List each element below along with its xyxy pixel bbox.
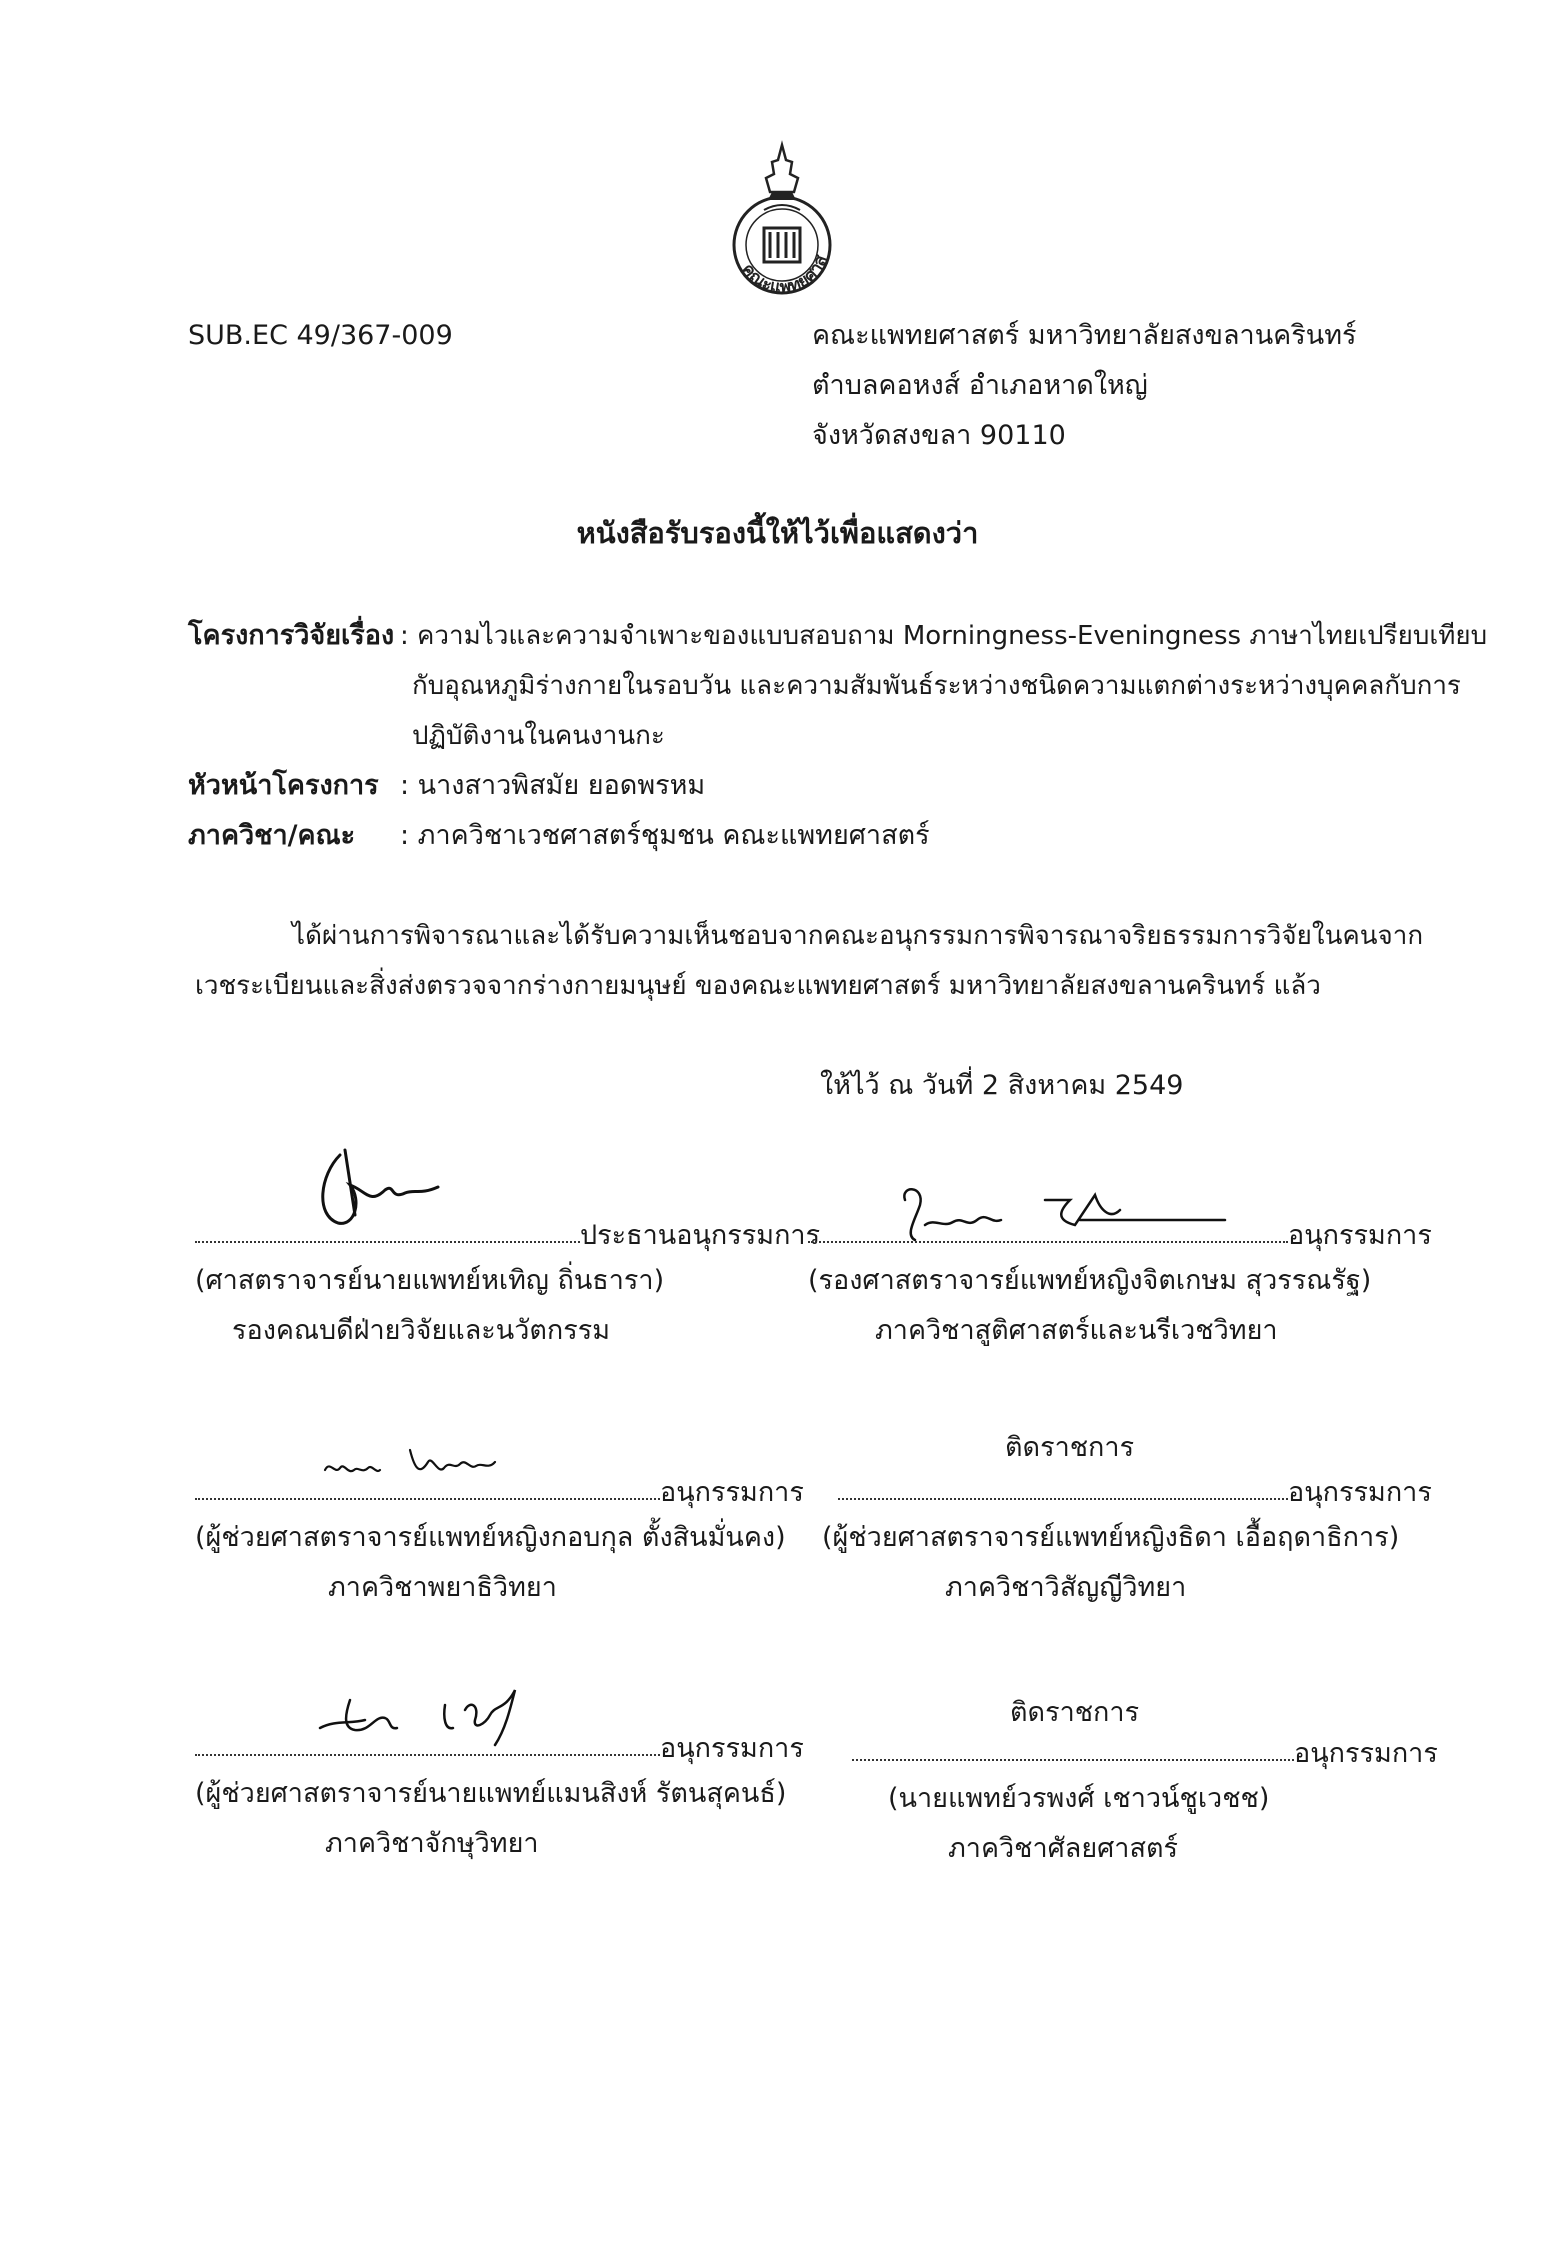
approval-line-2: เวชระเบียนและสิ่งส่งตรวจจากร่างกายมนุษย์ ของคณะแพทยศาสตร์ มหาวิทยาลัยสงขลานครินทร์ แล้ว <box>195 971 1321 1001</box>
role-chairman: ประธานอนุกรรมการ <box>580 1220 821 1251</box>
project-title-label: โครงการวิจัยเรื่อง <box>188 620 395 651</box>
department-label: ภาควิชา/คณะ <box>188 820 356 851</box>
name-kobkul: (ผู้ช่วยศาสตราจารย์แพทย์หญิงกอบกุล ตั้งสินมั่นคง) <box>195 1522 786 1553</box>
role-kobkul: อนุกรรมการ <box>660 1477 804 1508</box>
name-chairman: (ศาสตราจารย์นายแพทย์หเทิญ ถิ่นธารา) <box>195 1265 665 1296</box>
role-worapong: อนุกรรมการ <box>1294 1738 1438 1769</box>
role-thida: อนุกรรมการ <box>1288 1477 1432 1508</box>
address-line-1: คณะแพทยศาสตร์ มหาวิทยาลัยสงขลานครินทร์ <box>812 320 1357 351</box>
signature-line-kobkul <box>195 1472 660 1504</box>
position-chairman: รองคณบดีฝ่ายวิจัยและนวัตกรรม <box>232 1315 611 1346</box>
position-thida: ภาควิชาวิสัญญีวิทยา <box>945 1572 1187 1603</box>
reference-number: SUB.EC 49/367-009 <box>188 320 453 351</box>
signature-line-worapong <box>852 1733 1294 1765</box>
project-title-line-1: : ความไวและความจำเพาะของแบบสอบถาม Morningness-Eveningness ภาษาไทยเปรียบเทียบ <box>400 621 1488 651</box>
signature-line-jitkasem <box>808 1215 1288 1247</box>
address-line-3: จังหวัดสงขลา 90110 <box>812 420 1066 451</box>
role-mansing: อนุกรรมการ <box>660 1733 804 1764</box>
project-leader-value: : นางสาวพิสมัย ยอดพรหม <box>400 770 706 801</box>
faculty-seal-logo <box>712 140 852 300</box>
approval-line-1: ได้ผ่านการพิจารณาและได้รับความเห็นชอบจากคณะอนุกรรมการพิจารณาจริยธรรมการวิจัยในคนจาก <box>292 921 1424 951</box>
document-title: หนังสือรับรองนี้ให้ไว้เพื่อแสดงว่า <box>576 516 979 550</box>
project-title-line-2: กับอุณหภูมิร่างกายในรอบวัน และความสัมพันธ์ระหว่างชนิดความแตกต่างระหว่างบุคคลกับการ <box>412 671 1461 701</box>
signature-line-thida <box>838 1472 1288 1504</box>
name-thida: (ผู้ช่วยศาสตราจารย์แพทย์หญิงธิดา เอื้อฤดาธิการ) <box>822 1522 1400 1553</box>
seal-text: คณะแพทยศาส <box>737 252 832 298</box>
address-line-2: ตำบลคอหงส์ อำเภอหาดใหญ่ <box>812 370 1148 401</box>
position-mansing: ภาควิชาจักษุวิทยา <box>325 1828 539 1859</box>
name-jitkasem: (รองศาสตราจารย์แพทย์หญิงจิตเกษม สุวรรณรัฐ) <box>808 1265 1372 1296</box>
project-title-line-3: ปฏิบัติงานในคนงานกะ <box>412 721 665 751</box>
signature-line-chairman <box>195 1215 580 1247</box>
issue-date: ให้ไว้ ณ วันที่ 2 สิงหาคม 2549 <box>820 1070 1184 1101</box>
signature-line-mansing <box>195 1728 660 1760</box>
note-worapong: ติดราชการ <box>1010 1697 1140 1728</box>
name-worapong: (นายแพทย์วรพงศ์ เชาวน์ชูเวชช) <box>888 1783 1270 1814</box>
name-mansing: (ผู้ช่วยศาสตราจารย์นายแพทย์แมนสิงห์ รัตนสุคนธ์) <box>195 1778 787 1809</box>
position-kobkul: ภาควิชาพยาธิวิทยา <box>328 1572 557 1603</box>
position-worapong: ภาควิชาศัลยศาสตร์ <box>948 1833 1178 1864</box>
department-value: : ภาควิชาเวชศาสตร์ชุมชน คณะแพทยศาสตร์ <box>400 820 930 851</box>
project-leader-label: หัวหน้าโครงการ <box>188 770 379 801</box>
role-jitkasem: อนุกรรมการ <box>1288 1220 1432 1251</box>
position-jitkasem: ภาควิชาสูติศาสตร์และนรีเวชวิทยา <box>875 1315 1278 1346</box>
note-thida: ติดราชการ <box>1005 1432 1135 1463</box>
